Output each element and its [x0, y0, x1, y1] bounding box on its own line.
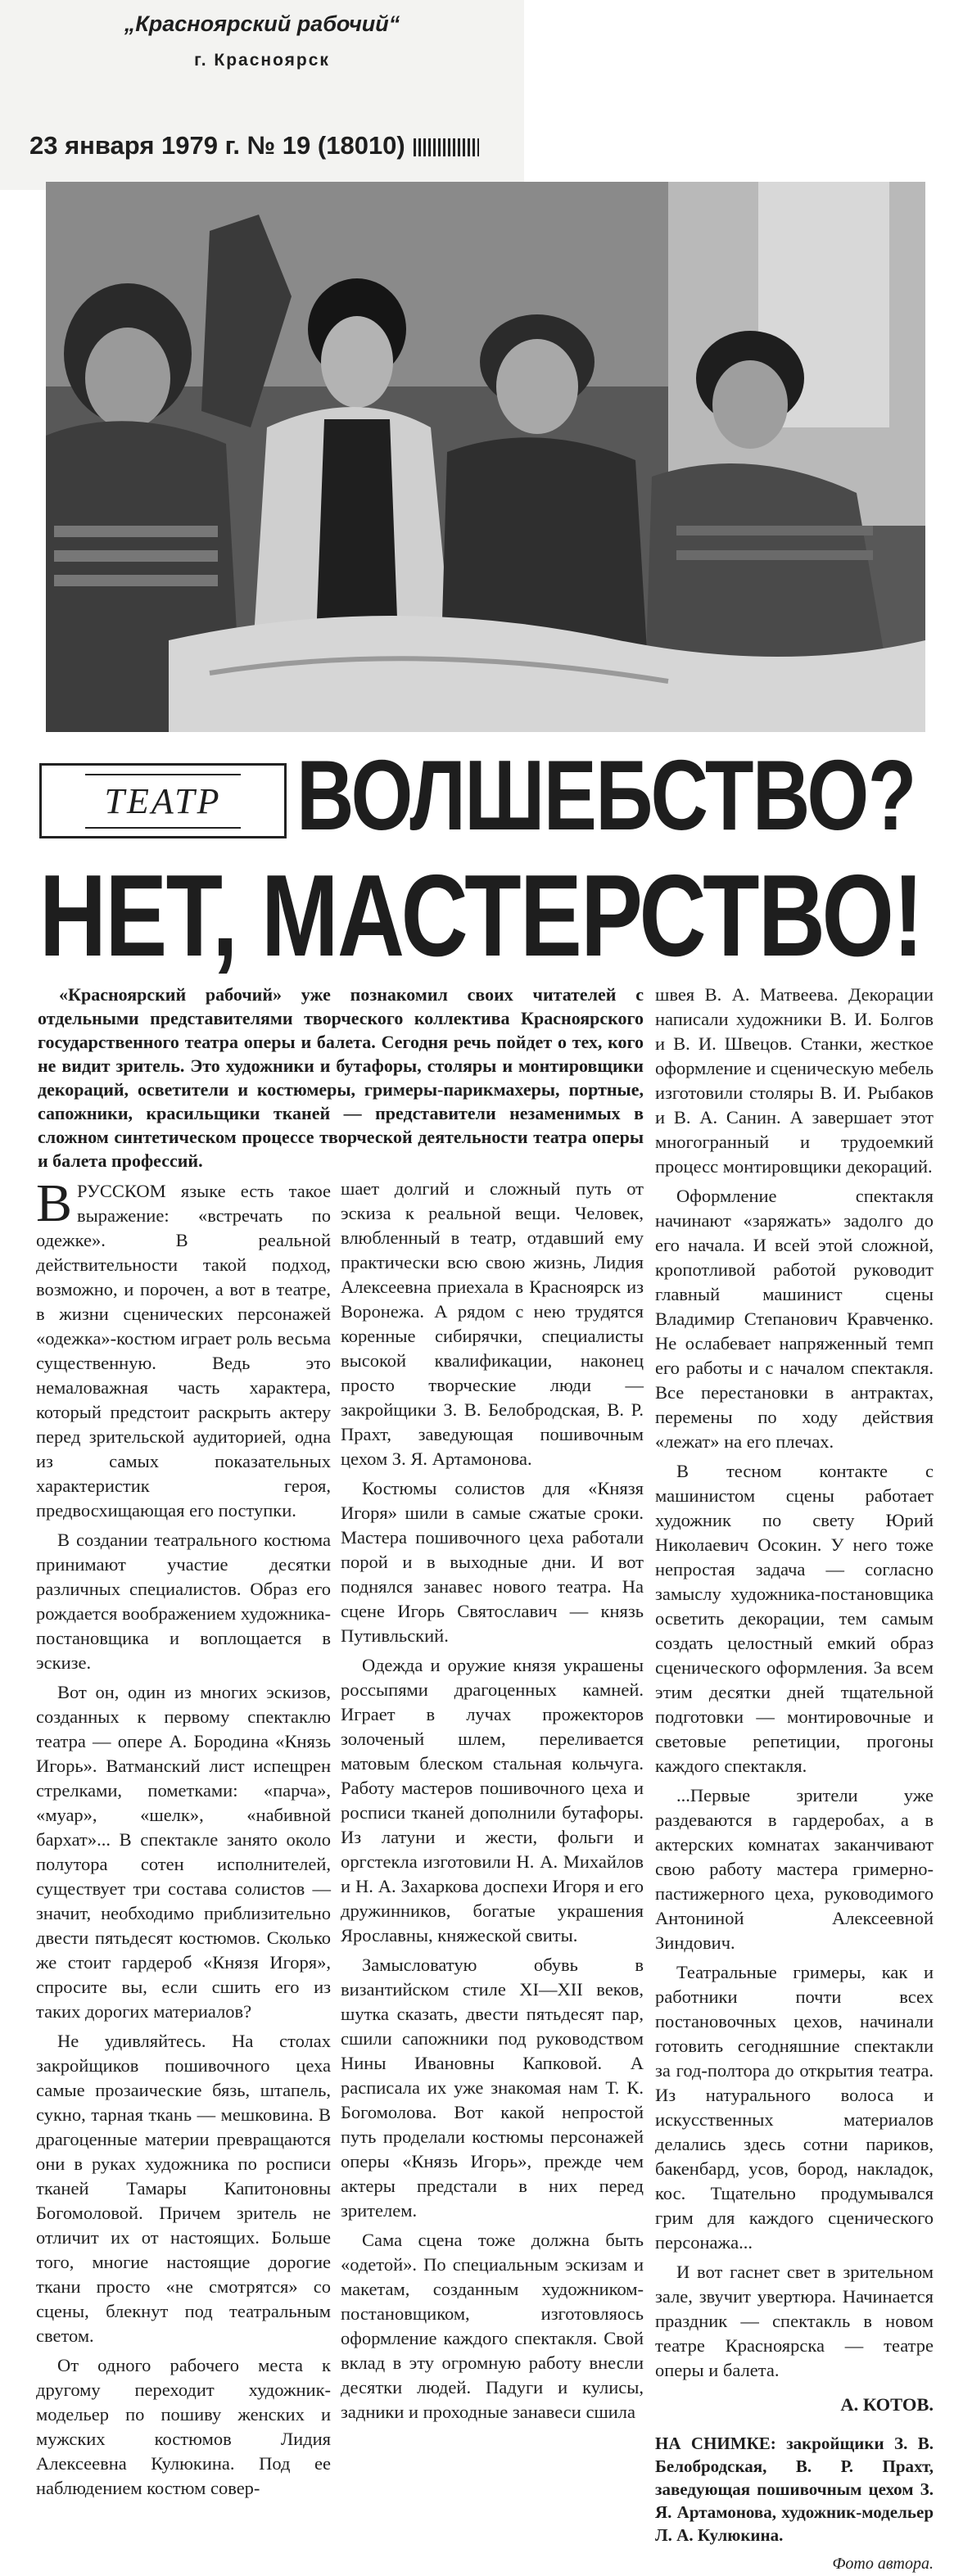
- headline-line-1: ВОЛШЕБСТВО?: [296, 739, 916, 851]
- paragraph: ...Первые зрители уже раздеваются в гардеробах, а в актерских комнатах заканчивают свою работу мастера гримерно-пастижерного цеха, руководимого Антониной Алексеевной Зиндович.: [655, 1785, 934, 1953]
- barcode-mark: [414, 138, 479, 156]
- paragraph: [36, 1173, 331, 1523]
- paragraph: И вот гаснет свет в зрительном зале, звучит увертюра. Начинается праздник — спектакль в новом театре Красноярска — театре оперы и балета.: [655, 2262, 934, 2380]
- paragraph: Вот он, один из многих эскизов, созданных к первому спектаклю театра — опере А. Бородина «Князь Игорь». Ватманский лист испещрен стрелками, пометками: «парча», «муар», «шелк», «набивной бархат»... В спектакле занято около полутора сотен исполнителей, существует три состава солистов — значит, необходимо приблизительно двести пятьдесят костюмов. Сколько же стоит гардероб «Князя Игоря», спросите вы, если сшить его из таких дорогих материалов?: [36, 1682, 331, 2022]
- drop-cap: В: [36, 1173, 73, 1233]
- photo: [46, 182, 925, 732]
- paragraph: Театральные гримеры, как и работники почти всех постановочных цехов, начинали готовить сегодняшние спектакли за год-полтора до открытия театра. Из натурального волоса и искусственных материалов делались здесь сотни париков, бакенбард, усов, бород, накладок, кос. Тщательно продумывался грим для каждого сценического персонажа...: [655, 1962, 934, 2253]
- author-signature: А. КОТОВ.: [840, 2394, 934, 2415]
- dateline-text: 23 января 1979 г. № 19 (18010): [29, 131, 405, 160]
- article-column-3: [655, 983, 934, 2576]
- paragraph-text: РУССКОМ языке есть такое выражение: «встречать по одежке». В реальной действительности такой подход, возможно, и порочен, а вот в театре, в жизни сценических персонажей «одежка»-костюм играет роль весьма существенную. Ведь это немаловажная часть характера, который предстоит раскрыть актеру перед зрительской аудиторией, одна из самых показательных характеристик героя, предвосхищающая его поступки.: [36, 1181, 331, 1521]
- headline-line-2: НЕТ, МАСТЕРСТВО!: [39, 851, 923, 981]
- lead-text: «Красноярский рабочий» уже познакомил своих читателей с отдельными представителями творческого коллектива Красноярского государственного театра оперы и балета. Сегодня речь пойдет о тех, кого не видит зритель. Это художники и бутафоры, столяры и монтировщики декораций, осветители и костюмеры, гримеры-парикмахеры, портные, сапожники, красильщики тканей — представители незаменимых в сложном синтетическом процессе творческой деятельности театра оперы и балета профессий.: [38, 984, 644, 1171]
- newspaper-city: г. Красноярск: [194, 51, 330, 70]
- lead-paragraph: [38, 983, 644, 1177]
- paragraph: В тесном контакте с машинистом сцены работает художник по свету Юрий Николаевич Осокин. У него тоже непростая задача — согласно замыслу художника-постановщика осветить декорации, тем самым создать целостный емкий образ сценического оформления. За всем этим десятки дней тщательной подготовки — монтировочные и световые репетиции, прогоны каждого спектакля.: [655, 1461, 934, 1776]
- article-column-1: [36, 1173, 331, 2506]
- paragraph: Оформление спектакля начинают «заряжать» задолго до его начала. И всей этой сложной, кропотливой работой руководит главный машинист сцены Владимир Степанович Кравченко. Не ослабевает напряженный темп его работы и с началом спектакля. Все перестановки в антрактах, перемены по ходу действия «лежат» на его плечах.: [655, 1186, 934, 1452]
- photo-caption: НА СНИМКЕ: закройщики З. В. Белобродская, В. Р. Прахт, заведующая пошивочным цехом З. Я. Артамонова, художник-модельер Л. А. Кулюкина.: [655, 2434, 934, 2545]
- paragraph: Сама сцена тоже должна быть «одетой». По специальным эскизам и макетам, созданным художником-постановщиком, изготовляось оформление каждого спектакля. Свой вклад в эту огромную работу внесли десятки людей. Падуги и кулисы, задники и проходные занавеси сшила: [341, 2230, 644, 2422]
- paragraph: Не удивляйтесь. На столах закройщиков пошивочного цеха самые прозаические бязь, штапель, сукно, тарная ткань — мешковина. В драгоценные материи превращаются они в руках художника по росписи тканей Тамары Капитоновны Богомоловой. Причем зритель не отличит их от настоящих. Больше того, многие настоящие дорогие ткани просто «не смотрятся» со сцены, блекнут под театральным светом.: [36, 2031, 331, 2346]
- paragraph: Костюмы солистов для «Князя Игоря» шили в самые сжатые сроки. Мастера пошивочного цеха работали порой и в выходные дни. И вот поднялся занавес нового театра. На сцене Игорь Святославич — князь Путивльский.: [341, 1478, 644, 1646]
- rubric-box: [39, 763, 287, 838]
- paragraph: В создании театрального костюма принимают участие десятки различных специалистов. Образ его рождается воображением художника-постановщика и воплощается в эскизе.: [36, 1530, 331, 1673]
- article-column-2: [341, 1177, 644, 2429]
- paragraph: Замысловатую обувь в византийском стиле XI—XII веков, шутка сказать, двести пятьдесят пар, сшили сапожники под руководством Нины Ивановны Капковой. А расписала их уже знакомая нам Т. К. Богомолова. Вот какой непростой путь проделали костюмы персонажей оперы «Князь Игорь», прежде чем актеры предстали в них перед зрителем.: [341, 1955, 644, 2221]
- photo-image: [46, 182, 925, 732]
- dateline: [29, 131, 479, 160]
- newspaper-name: „Красноярский рабочий“: [124, 11, 400, 36]
- photo-credit: Фото автора.: [832, 2555, 934, 2573]
- paragraph: швея В. А. Матвеева. Декорации написали художники В. И. Болгов и В. И. Швецов. Станки, жесткое оформление и сценическую мебель изготовили столяры В. И. Рыбаков и В. А. Санин. А завершает этот многогранный и трудоемкий процесс монтировщики декораций.: [655, 984, 934, 1177]
- paragraph: От одного рабочего места к другому переходит художник-модельер по пошиву женских и мужских костюмов Лидия Алексеевна Кулюкина. Под ее наблюдением костюм совер-: [36, 2355, 331, 2498]
- rubric-label: ТЕАТР: [85, 774, 242, 829]
- paragraph: Одежда и оружие князя украшены россыпями драгоценных камней. Играет в лучах прожекторов золоченый шлем, переливается матовым блеском стальная кольчуга. Работу мастеров пошивочного цеха и росписи тканей дополнили бутафоры. Из латуни и жести, фольги и оргстекла изготовили Н. А. Михайлов и Н. А. Захаркова доспехи Игоря и его дружинников, богатые украшения Ярославны, княжеской свиты.: [341, 1655, 644, 1946]
- paragraph: шает долгий и сложный путь от эскиза к реальной вещи. Человек, влюбленный в театр, отдавший ему практически всю свою жизнь, Лидия Алексеевна приехала в Красноярск из Воронежа. А рядом с нею трудятся коренные сибирячки, специалисты высокой квалификации, наконец просто творческие люди — закройщики З. В. Белобродская, В. Р. Прахт, заведующая пошивочным цехом З. Я. Артамонова.: [341, 1178, 644, 1469]
